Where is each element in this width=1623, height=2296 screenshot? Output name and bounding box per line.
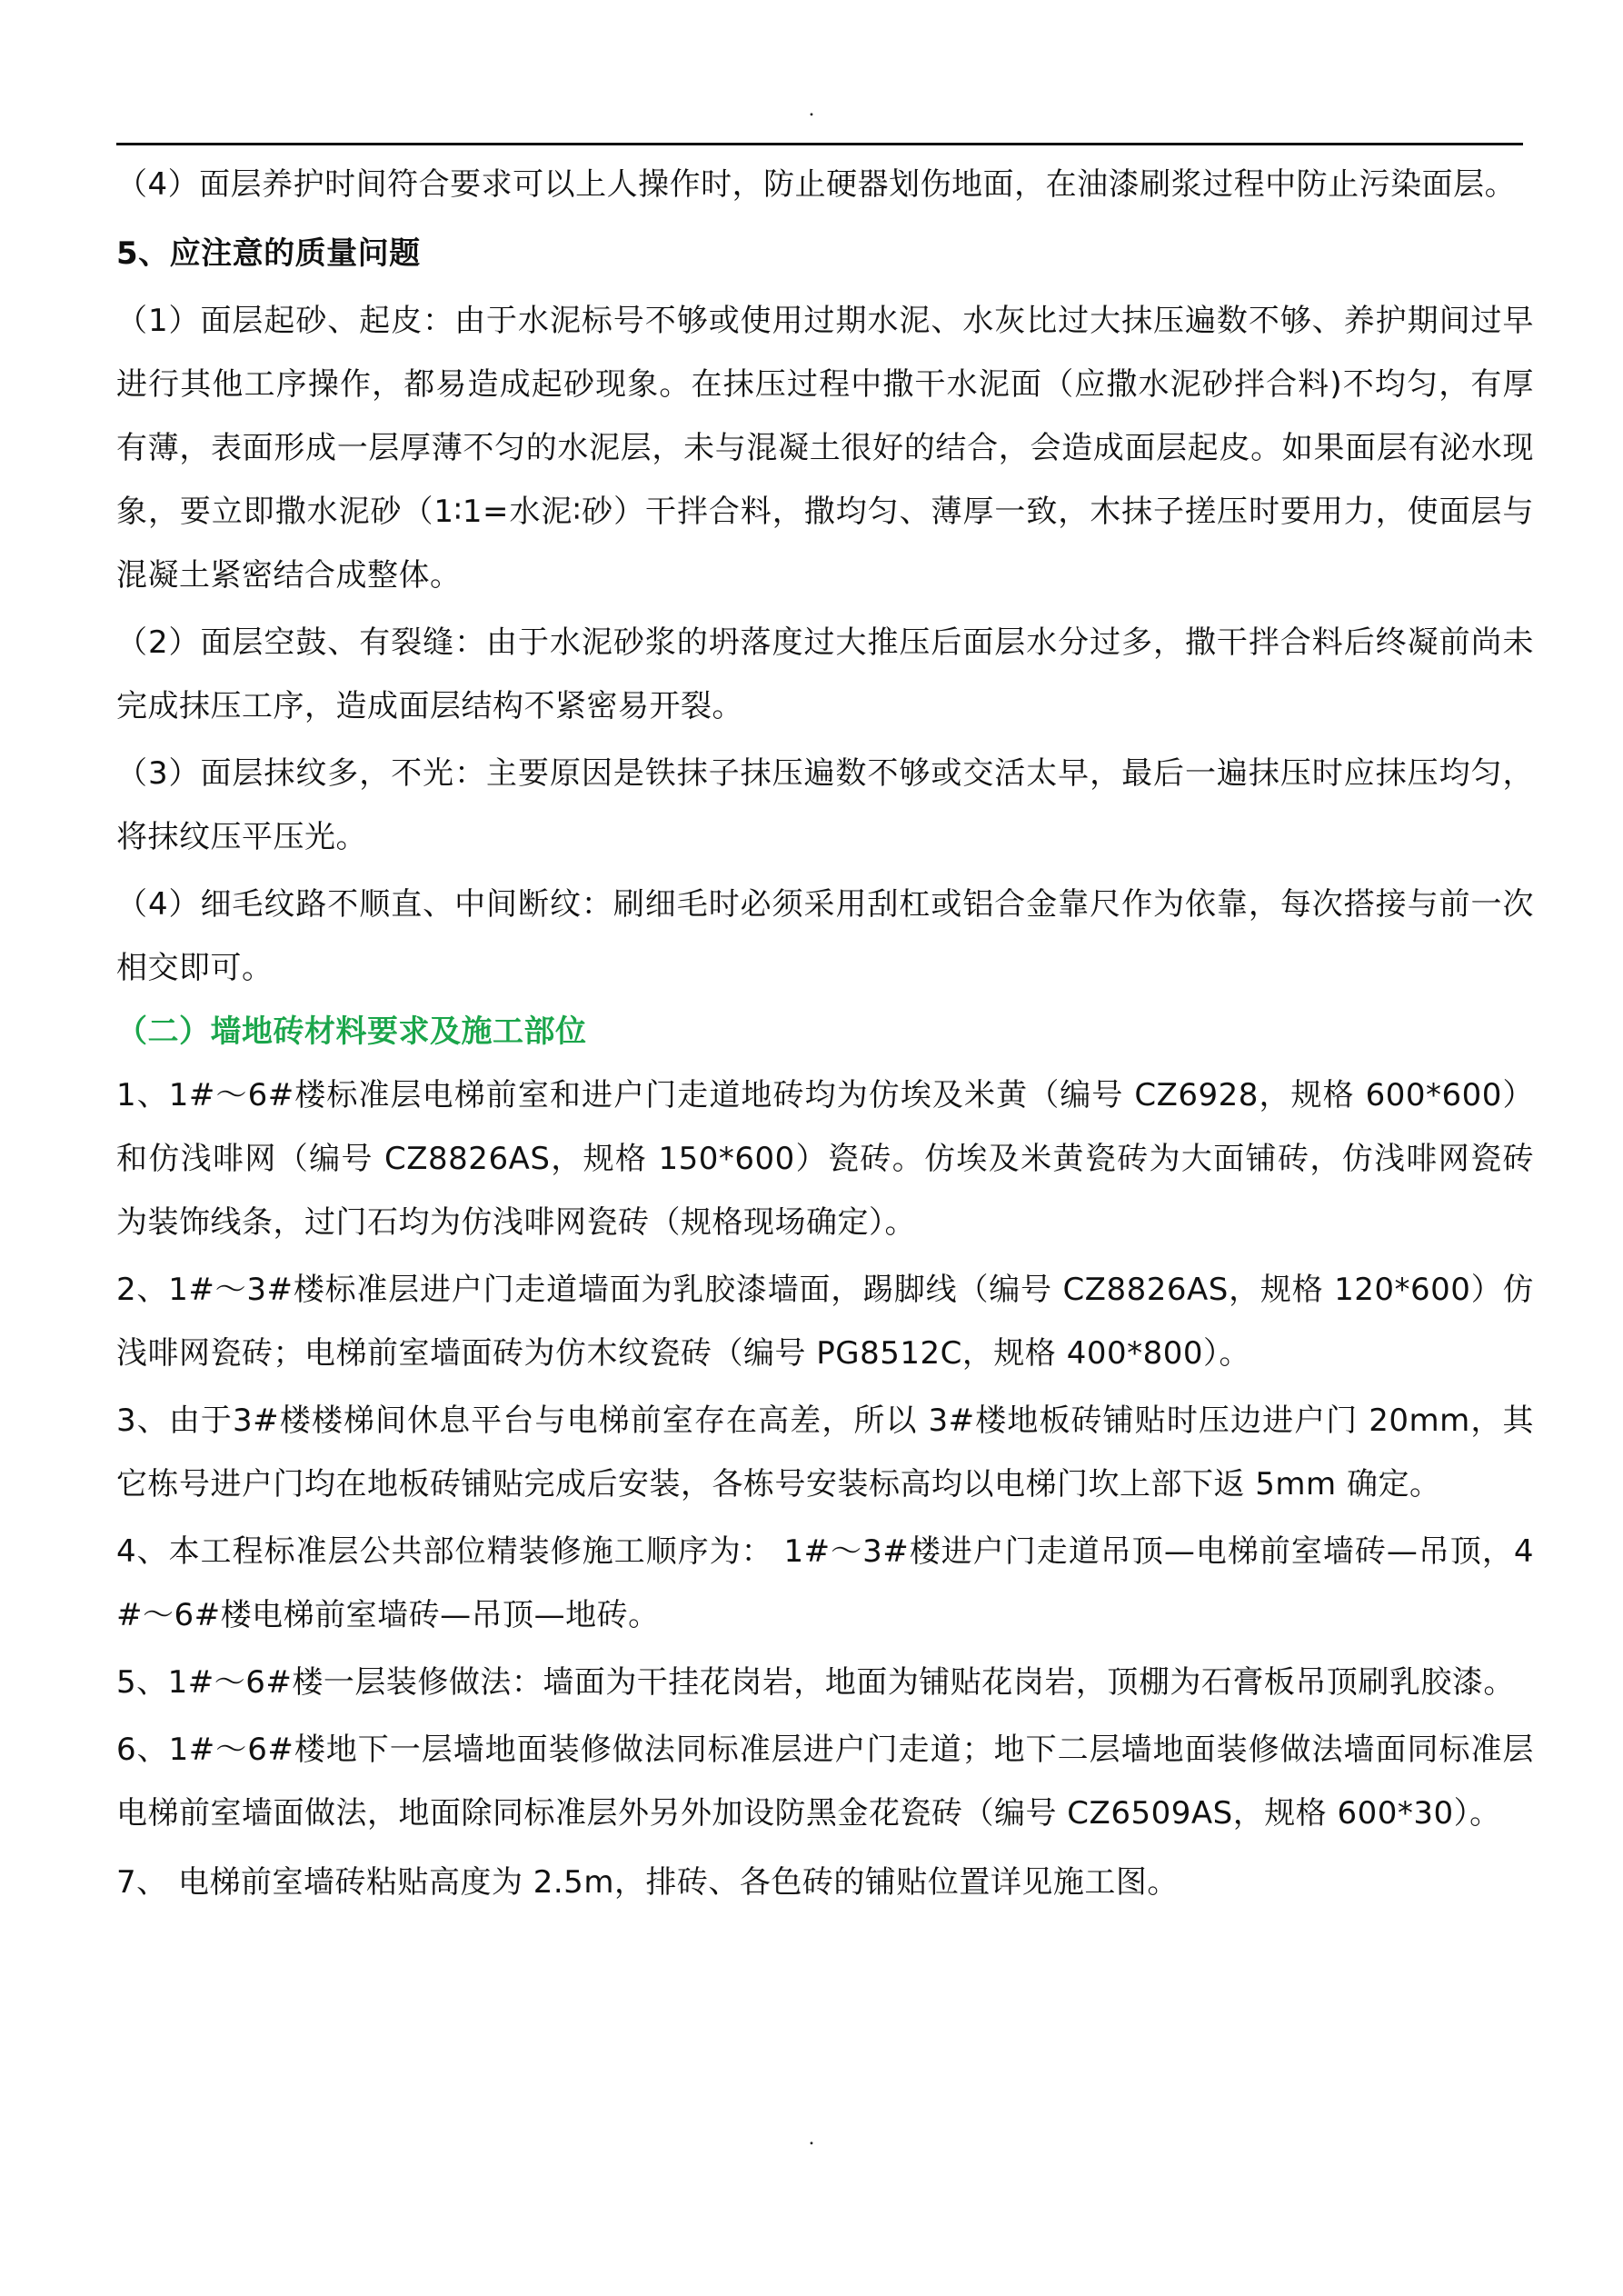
footer-mark: . — [808, 2127, 815, 2150]
paragraph-issue-1: （1）面层起砂、起皮：由于水泥标号不够或使用过期水泥、水灰比过大抹压遍数不够、养护期间过早进行其他工序操作，都易造成起砂现象。在抹压过程中撒干水泥面（应撒水泥砂拌合料)不均匀，有厚有薄，表面形成一层厚薄不匀的水泥层，未与混凝土很好的结合，会造成面层起皮。如果面层有泌水现象，要立即撒水泥砂（1∶1=水泥∶砂）干拌合料，撒均匀、薄厚一致，木抹子搓压时要用力，使面层与混凝土紧密结合成整体。 — [116, 303, 1534, 594]
section-heading-tiles: （二）墙地砖材料要求及施工部位 — [116, 1013, 587, 1050]
paragraph-protection-4: （4）面层养护时间符合要求可以上人操作时，防止硬器划伤地面，在油漆刷浆过程中防止污染面层。 — [116, 166, 1517, 203]
paragraph-issue-4: （4）细毛纹路不顺直、中间断纹：刷细毛时必须采用刮杠或铝合金靠尺作为依靠，每次搭接与前一次相交即可。 — [116, 886, 1534, 986]
paragraph-tiles-7: 7、 电梯前室墙砖粘贴高度为 2.5m，排砖、各色砖的铺贴位置详见施工图。 — [116, 1864, 1179, 1901]
paragraph-tiles-3: 3、由于3#楼楼梯间休息平台与电梯前室存在高差，所以 3#楼地板砖铺贴时压边进户门 20mm，其它栋号进户门均在地板砖铺贴完成后安装，各栋号安装标高均以电梯门坎上部下返 5mm 确定。 — [116, 1403, 1534, 1502]
paragraph-issue-3: （3）面层抹纹多，不光：主要原因是铁抹子抹压遍数不够或交活太早，最后一遍抹压时应抹压均匀，将抹纹压平压光。 — [116, 755, 1534, 855]
paragraph-tiles-4: 4、本工程标准层公共部位精装修施工顺序为： 1#～3#楼进户门走道吊顶—电梯前室墙砖—吊顶，4#～6#楼电梯前室墙砖—吊顶—地砖。 — [116, 1533, 1534, 1633]
header-mark: . — [808, 98, 815, 121]
paragraph-issue-2: （2）面层空鼓、有裂缝：由于水泥砂浆的坍落度过大推压后面层水分过多，撒干拌合料后终凝前尚未完成抹压工序，造成面层结构不紧密易开裂。 — [116, 624, 1534, 724]
paragraph-tiles-6: 6、1#～6#楼地下一层墙地面装修做法同标准层进户门走道；地下二层墙地面装修做法墙面同标准层电梯前室墙面做法，地面除同标准层外另外加设防黑金花瓷砖（编号 CZ6509AS，规格 600*30）。 — [116, 1732, 1534, 1832]
paragraph-tiles-1: 1、1#～6#楼标准层电梯前室和进户门走道地砖均为仿埃及米黄（编号 CZ6928，规格 600*600）和仿浅啡网（编号 CZ8826AS，规格 150*600）瓷砖。仿埃及米黄瓷砖为大面铺砖，仿浅啡网瓷砖为装饰线条，过门石均为仿浅啡网瓷砖（规格现场确定）。 — [116, 1077, 1534, 1241]
document-body — [116, 153, 1534, 1914]
paragraph-tiles-5: 5、1#～6#楼一层装修做法：墙面为干挂花岗岩，地面为铺贴花岗岩，顶棚为石膏板吊顶刷乳胶漆。 — [116, 1664, 1515, 1701]
section-heading-quality-issues: 5、应注意的质量问题 — [116, 235, 421, 272]
header-rule — [116, 143, 1523, 145]
paragraph-tiles-2: 2、1#～3#楼标准层进户门走道墙面为乳胶漆墙面，踢脚线（编号 CZ8826AS，规格 120*600）仿浅啡网瓷砖；电梯前室墙面砖为仿木纹瓷砖（编号 PG8512C，规格 400*800）。 — [116, 1272, 1534, 1372]
